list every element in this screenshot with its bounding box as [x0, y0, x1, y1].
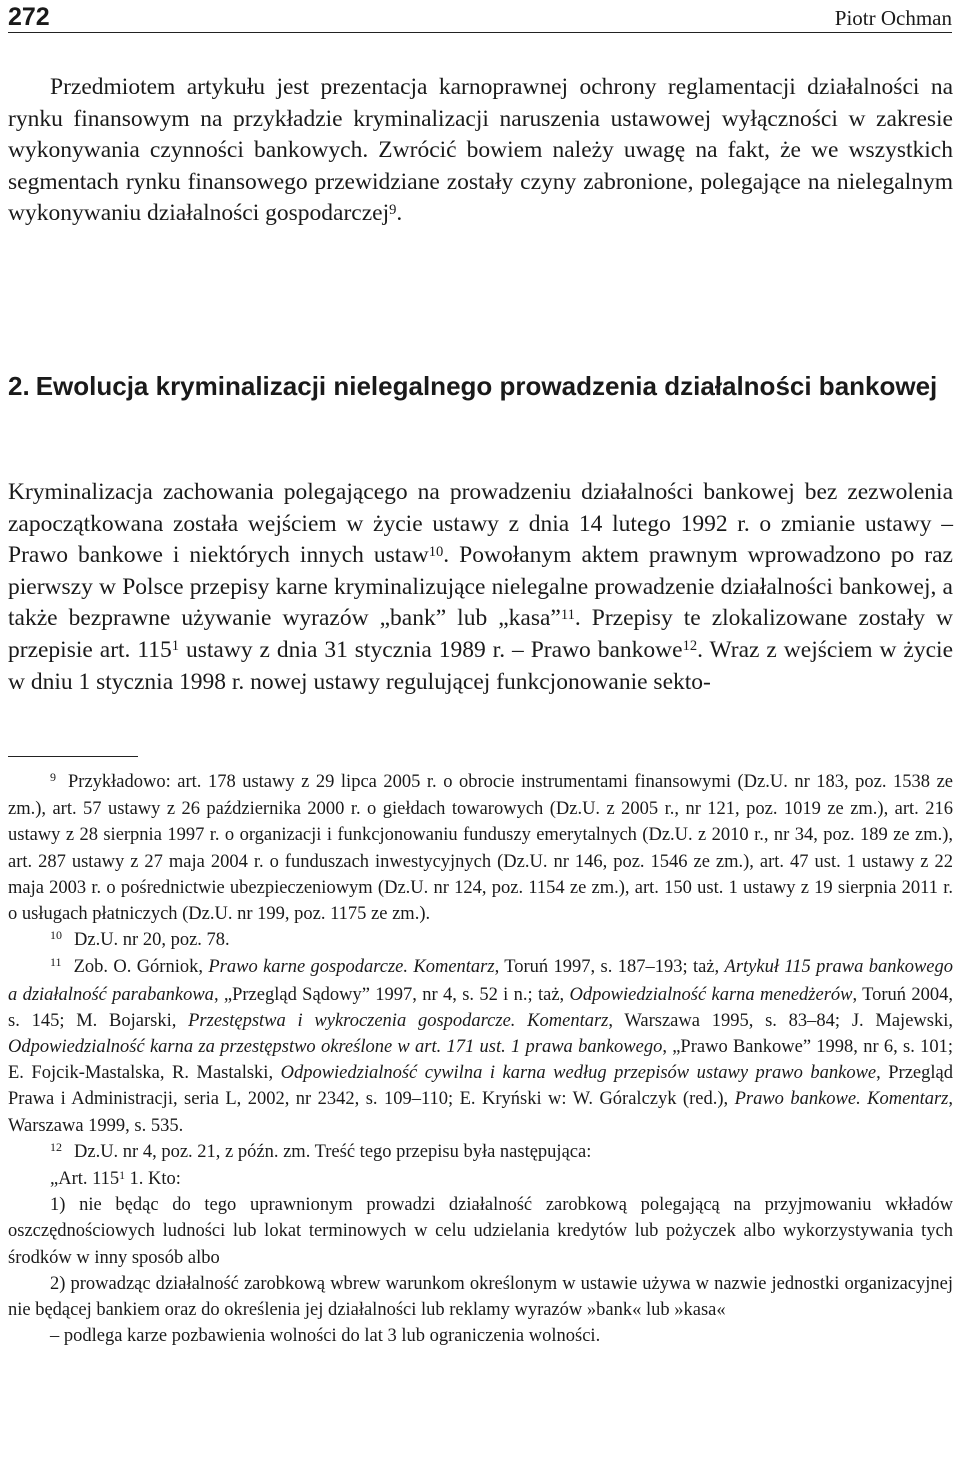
footnote-ref-12[interactable]: 12 — [682, 638, 698, 655]
intro-end: . — [396, 200, 403, 227]
body-text-2: . Powołanym aktem prawnym wprowadzono po raz pierwszy w Polsce przepisy karne kryminalizujące nielegalne prowadzenie działalności bankowej, a także bezprawne używanie wyrazów „bank” lub „kasa” — [8, 542, 953, 632]
footnote-9 — [8, 769, 953, 927]
footnote-text: Zob. O. Górniok, — [73, 957, 209, 978]
body-text-4: ustawy z dnia 31 stycznia 1989 r. – Prawo bankowe — [179, 636, 683, 663]
footnote-number: 11 — [50, 955, 62, 970]
running-head-author: Piotr Ochman — [834, 6, 952, 30]
citation-title: Prawo bankowe. Komentarz — [734, 1089, 949, 1110]
footnote-number: 10 — [50, 928, 62, 943]
footnote-separator — [8, 756, 138, 757]
citation-title: Artykuł 115 prawa bankowego a działalność parabankowa — [8, 957, 953, 1005]
section-title: Ewolucja kryminalizacji nielegalnego prowadzenia działalności bankowej — [35, 371, 938, 401]
footnote-text: Dz.U. nr 4, poz. 21, z późn. zm. Treść tego przepisu była następująca: — [74, 1141, 592, 1162]
quoted-penalty: – podlega karze pozbawienia wolności do lat 3 lub ograniczenia wolności. — [50, 1326, 601, 1347]
body-paragraph — [8, 477, 953, 698]
page-header — [8, 2, 952, 33]
footnote-ref-10[interactable]: 10 — [428, 543, 444, 560]
quoted-article-heading — [8, 1166, 953, 1192]
footnote-12 — [8, 1139, 953, 1166]
footnote-ref-9[interactable]: 9 — [389, 201, 397, 218]
footnote-text: Dz.U. nr 20, poz. 78. — [74, 930, 230, 951]
article-superscript: 1 — [119, 1169, 125, 1182]
intro-paragraph — [8, 72, 953, 230]
citation-title: Przestępstwa i wykroczenia gospodarcze. Komentarz — [188, 1010, 609, 1031]
footnote-text: , Toruń 2004, s. 145; M. Bojarski, — [8, 984, 953, 1031]
intro-text: Przedmiotem artykułu jest prezentacja karnoprawnej ochrony reglamentacji działalności na rynku finansowym na przykładzie kryminalizacji naruszenia ustawowej wyłączności w zakresie wykonywania czynności bankowych. Zwrócić bowiem należy uwagę na fakt, że we wszystkich segmentach rynku finansowego przewidziane zostały czyny zabronione, polegające na nielegalnym wykonywaniu działalności gospodarczej — [8, 74, 953, 227]
footnote-text: , Przegląd Prawa i Administracji, seria L, 2002, nr 2342, s. 109–110; E. Kryński w: W. Góralczyk (red.), — [8, 1063, 953, 1110]
section-number: 2. — [8, 371, 30, 401]
footnotes-section — [8, 769, 953, 1349]
footnote-11 — [8, 954, 953, 1138]
body-text-3: . Przepisy te zlokalizowane zostały w przepisie art. 115 — [8, 605, 953, 663]
article-superscript: 1 — [171, 638, 180, 655]
footnote-number: 9 — [50, 770, 56, 784]
body-text-5: . Wraz z wejściem w życie w dniu 1 stycznia 1998 r. nowej ustawy regulującej funkcjonowanie sekto- — [8, 636, 953, 695]
quote-text: 1. Kto: — [124, 1169, 181, 1190]
footnote-text: , Warszawa 1999, s. 535. — [8, 1089, 953, 1136]
quoted-item-1: 1) nie będąc do tego uprawnionym prowadzi działalność zarobkową polegającą na przyjmowaniu wkładów oszczędnościowych ludności lub lokat terminowych w celu udzielania kredytów lub pożyczek albo wykorzystywania tych środków w inny sposób albo — [8, 1195, 953, 1268]
footnote-text: , „Prawo Bankowe” 1998, nr 6, s. 101; E. Fojcik-Mastalska, R. Mastalski, — [8, 1037, 953, 1084]
quote-text: „Art. 115 — [50, 1169, 120, 1190]
section-heading — [8, 368, 938, 404]
page-number: 272 — [8, 3, 50, 31]
quoted-item-2: 2) prowadząc działalność zarobkową wbrew warunkom określonym w ustawie używa w nazwie jednostki organizacyjnej nie będącej bankiem oraz do określenia jej działalności lub reklamy wyrazów »bank« lub »kasa« — [8, 1273, 953, 1321]
citation-title: Prawo karne gospodarcze. Komentarz — [208, 957, 495, 978]
citation-title: Odpowiedzialność karna menedżerów — [569, 984, 853, 1005]
footnote-ref-11[interactable]: 11 — [560, 606, 575, 623]
body-text-1: Kryminalizacja zachowania polegającego na prowadzeniu działalności bankowej bez zezwolenia zapoczątkowana została wejściem w życie ustawy z dnia 14 lutego 1992 r. o zmianie ustawy – Prawo bankowe i niektórych innych ustaw — [8, 479, 953, 569]
footnote-text: , Toruń 1997, s. 187–193; taż, — [494, 957, 725, 978]
footnote-text: , „Przegląd Sądowy” 1997, nr 4, s. 52 i n.; taż, — [213, 984, 570, 1005]
citation-title: Odpowiedzialność cywilna i karna według przepisów ustawy prawo bankowe — [280, 1063, 877, 1084]
footnote-10 — [8, 927, 953, 954]
footnote-text: , Warszawa 1995, s. 83–84; J. Majewski, — [608, 1010, 953, 1031]
footnote-number: 12 — [50, 1139, 62, 1154]
citation-title: Odpowiedzialność karna za przestępstwo określone w art. 171 ust. 1 prawa bankowego — [8, 1037, 663, 1058]
footnote-text: Przykładowo: art. 178 ustawy z 29 lipca 2005 r. o obrocie instrumentami finansowymi (Dz.U. nr 183, poz. 1538 ze zm.), art. 57 ustawy z 26 października 2000 r. o giełdach towarowych (Dz.U. z 2005 r., nr 121, poz. 1019 ze zm.), art. 216 ustawy z 28 sierpnia 1997 r. o organizacji i funkcjonowaniu funduszy emerytalnych (Dz.U. z 2010 r., nr 34, poz. 189 ze zm.), art. 287 ustawy z 27 maja 2004 r. o funduszach inwestycyjnych (Dz.U. nr 146, poz. 1546 ze zm.), art. 47 ust. 1 ustawy z 22 maja 2003 r. o pośrednictwie ubezpieczeniowym (Dz.U. nr 124, poz. 1154 ze zm.), art. 150 ust. 1 ustawy z 19 sierpnia 2011 r. o usługach płatniczych (Dz.U. nr 199, poz. 1175 ze zm.). — [8, 772, 953, 925]
